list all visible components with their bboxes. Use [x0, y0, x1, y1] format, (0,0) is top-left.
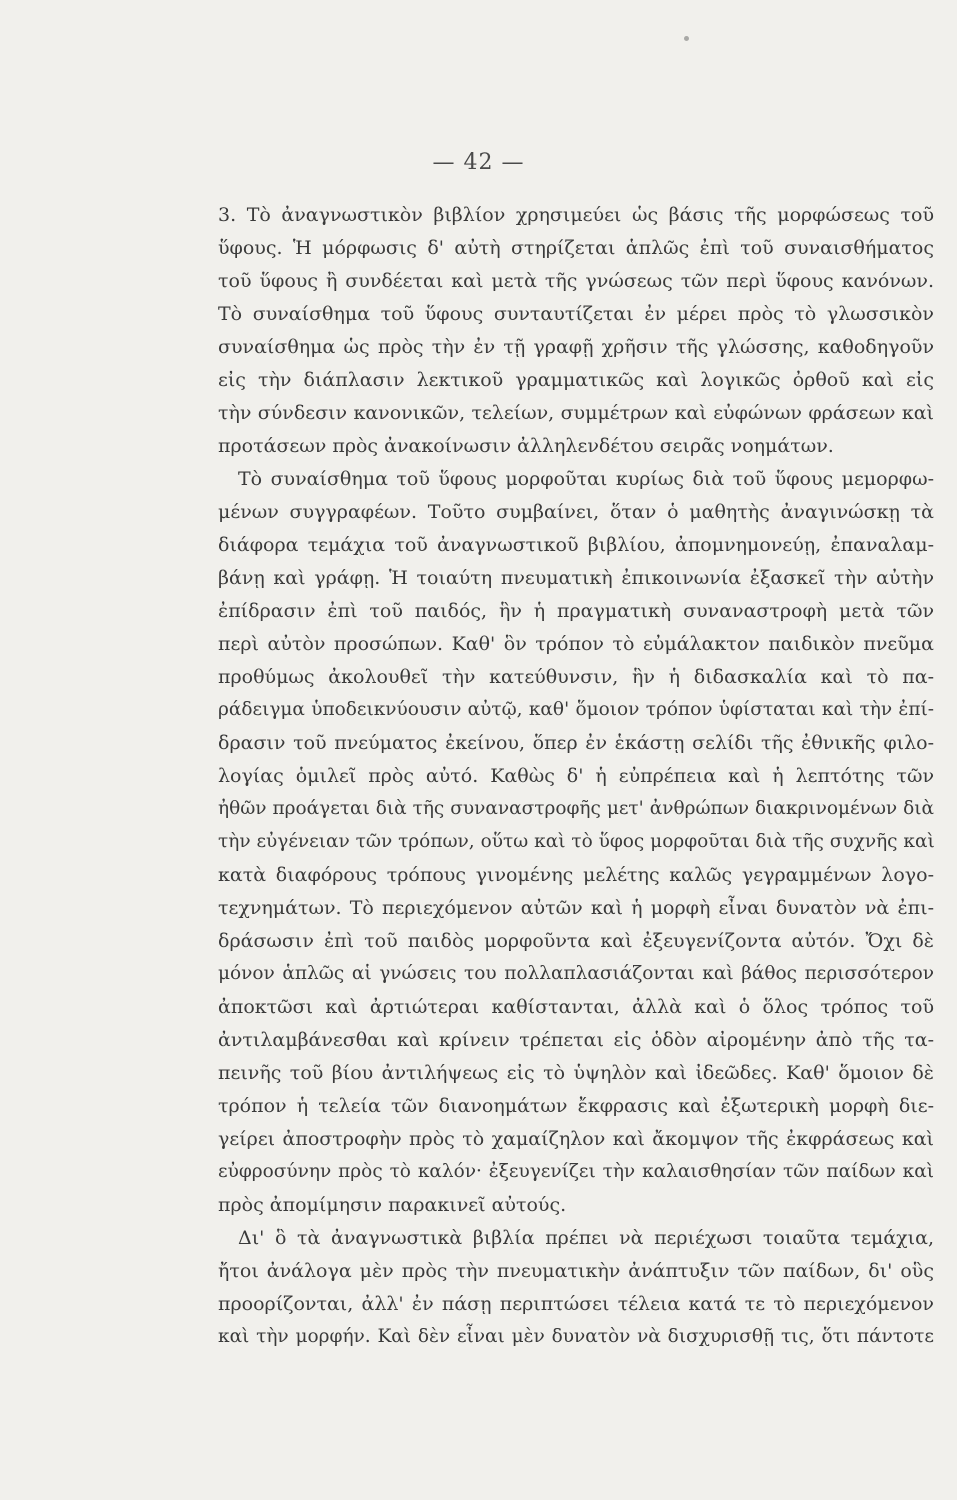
text-line: ράδειγμα ὑποδεικνύουσιν αὐτῷ, καθ' ὅμοιον τρόπον ὑφίσταται καὶ τὴν ἐπί- [218, 699, 934, 720]
text-line: βάνῃ καὶ γράφῃ. Ἡ τοιαύτη πνευματικὴ ἐπικοινωνία ἐξασκεῖ τὴν αὐτὴν [218, 567, 934, 589]
text-line: κατὰ διαφόρους τρόπους γινομένης μελέτης καλῶς γεγραμμένων λογο- [218, 864, 934, 886]
text-line: δρασιν τοῦ πνεύματος ἐκείνου, ὅπερ ἐν ἑκάστῃ σελίδι τῆς ἐθνικῆς φιλο- [218, 732, 934, 754]
text-line: εὐφροσύνην πρὸς τὸ καλόν· ἐξευγενίζει τὴν καλαισθησίαν τῶν παίδων καὶ [218, 1161, 934, 1182]
text-line: τὴν σύνδεσιν κανονικῶν, τελείων, συμμέτρων καὶ εὐφώνων φράσεων καὶ [218, 402, 934, 424]
text-line: ἠθῶν προάγεται διὰ τῆς συναναστροφῆς μετ' ἀνθρώπων διακρινομένων διὰ [218, 798, 934, 819]
text-line: 3. Τὸ ἀναγνωστικὸν βιβλίον χρησιμεύει ὡς βάσις τῆς μορφώσεως τοῦ [218, 204, 934, 226]
text-line: προορίζονται, ἀλλ' ἐν πάσῃ περιπτώσει τέλεια κατά τε τὸ περιεχόμενον [218, 1293, 934, 1315]
text-line: προτάσεων πρὸς ἀνακοίνωσιν ἀλληλενδέτου σειρᾶς νοημάτων. [218, 435, 834, 457]
text-line: ἀντιλαμβάνεσθαι καὶ κρίνειν τρέπεται εἰς ὁδὸν αἰρομένην ἀπὸ τῆς τα- [218, 1029, 934, 1051]
text-line: τεχνημάτων. Τὸ περιεχόμενον αὐτῶν καὶ ἡ μορφὴ εἶναι δυνατὸν νὰ ἐπι- [218, 897, 934, 919]
text-line: ἀποκτῶσι καὶ ἀρτιώτεραι καθίστανται, ἀλλὰ καὶ ὁ ὅλος τρόπος τοῦ [218, 996, 934, 1018]
text-line: πρὸς ἀπομίμησιν παρακινεῖ αὐτούς. [218, 1194, 567, 1216]
text-line: τοῦ ὕφους ἢ συνδέεται καὶ μετὰ τῆς γνώσεως τῶν περὶ ὕφους κανόνων. [218, 270, 934, 292]
text-line: λογίας ὁμιλεῖ πρὸς αὐτό. Καθὼς δ' ἡ εὐπρέπεια καὶ ἡ λεπτότης τῶν [218, 765, 934, 787]
text-line: ἐπίδρασιν ἐπὶ τοῦ παιδός, ἣν ἡ πραγματικὴ συναναστροφὴ μετὰ τῶν [218, 600, 934, 622]
text-line: Τὸ συναίσθημα τοῦ ὕφους μορφοῦται κυρίως διὰ τοῦ ὕφους μεμορφω- [238, 468, 934, 490]
text-line: εἰς τὴν διάπλασιν λεκτικοῦ γραμματικῶς καὶ λογικῶς ὀρθοῦ καὶ εἰς [218, 369, 934, 391]
text-line: δράσωσιν ἐπὶ τοῦ παιδὸς μορφοῦντα καὶ ἐξευγενίζοντα αὐτόν. Ὄχι δὲ [218, 930, 934, 952]
ink-speck [684, 36, 689, 41]
text-line: ἤτοι ἀνάλογα μὲν πρὸς τὴν πνευματικὴν ἀνάπτυξιν τῶν παίδων, δι' οὓς [218, 1260, 934, 1282]
page-number: — 42 — [432, 150, 525, 175]
text-line: τὴν εὐγένειαν τῶν τρόπων, οὕτω καὶ τὸ ὕφος μορφοῦται διὰ τῆς συχνῆς καὶ [218, 831, 935, 852]
text-line: γείρει ἀποστροφὴν πρὸς τὸ χαμαίζηλον καὶ ἄκομψον τῆς ἐκφράσεως καὶ [218, 1128, 934, 1150]
text-line: μόνον ἁπλῶς αἱ γνώσεις του πολλαπλασιάζονται καὶ βάθος περισσότερον [218, 963, 934, 984]
text-line: διάφορα τεμάχια τοῦ ἀναγνωστικοῦ βιβλίου, ἀπομνημονεύῃ, ἐπαναλαμ- [218, 534, 934, 556]
text-line: καὶ τὴν μορφήν. Καὶ δὲν εἶναι μὲν δυνατὸν νὰ δισχυρισθῇ τις, ὅτι πάντοτε [218, 1326, 934, 1347]
text-line: τρόπον ἡ τελεία τῶν διανοημάτων ἔκφρασις καὶ ἐξωτερικὴ μορφὴ διε- [218, 1095, 934, 1117]
text-line: πεινῆς τοῦ βίου ἀντιλήψεως εἰς τὸ ὑψηλὸν καὶ ἰδεῶδες. Καθ' ὅμοιον δὲ [218, 1062, 934, 1084]
text-line: προθύμως ἀκολουθεῖ τὴν κατεύθυνσιν, ἣν ἡ διδασκαλία καὶ τὸ πα- [218, 666, 934, 688]
text-line: ὕφους. Ἡ μόρφωσις δ' αὐτὴ στηρίζεται ἁπλῶς ἐπὶ τοῦ συναισθήματος [218, 237, 934, 259]
text-line: Δι' ὃ τὰ ἀναγνωστικὰ βιβλία πρέπει νὰ περιέχωσι τοιαῦτα τεμάχια, [238, 1227, 934, 1249]
text-line: συναίσθημα ὡς πρὸς τὴν ἐν τῇ γραφῇ χρῆσιν τῆς γλώσσης, καθοδηγοῦν [218, 336, 934, 358]
text-line: περὶ αὐτὸν προσώπων. Καθ' ὃν τρόπον τὸ εὐμάλακτον παιδικὸν πνεῦμα [218, 633, 934, 655]
text-line: Τὸ συναίσθημα τοῦ ὕφους συνταυτίζεται ἐν μέρει πρὸς τὸ γλωσσικὸν [218, 303, 934, 325]
text-line: μένων συγγραφέων. Τοῦτο συμβαίνει, ὅταν ὁ μαθητὴς ἀναγινώσκῃ τὰ [218, 501, 934, 523]
